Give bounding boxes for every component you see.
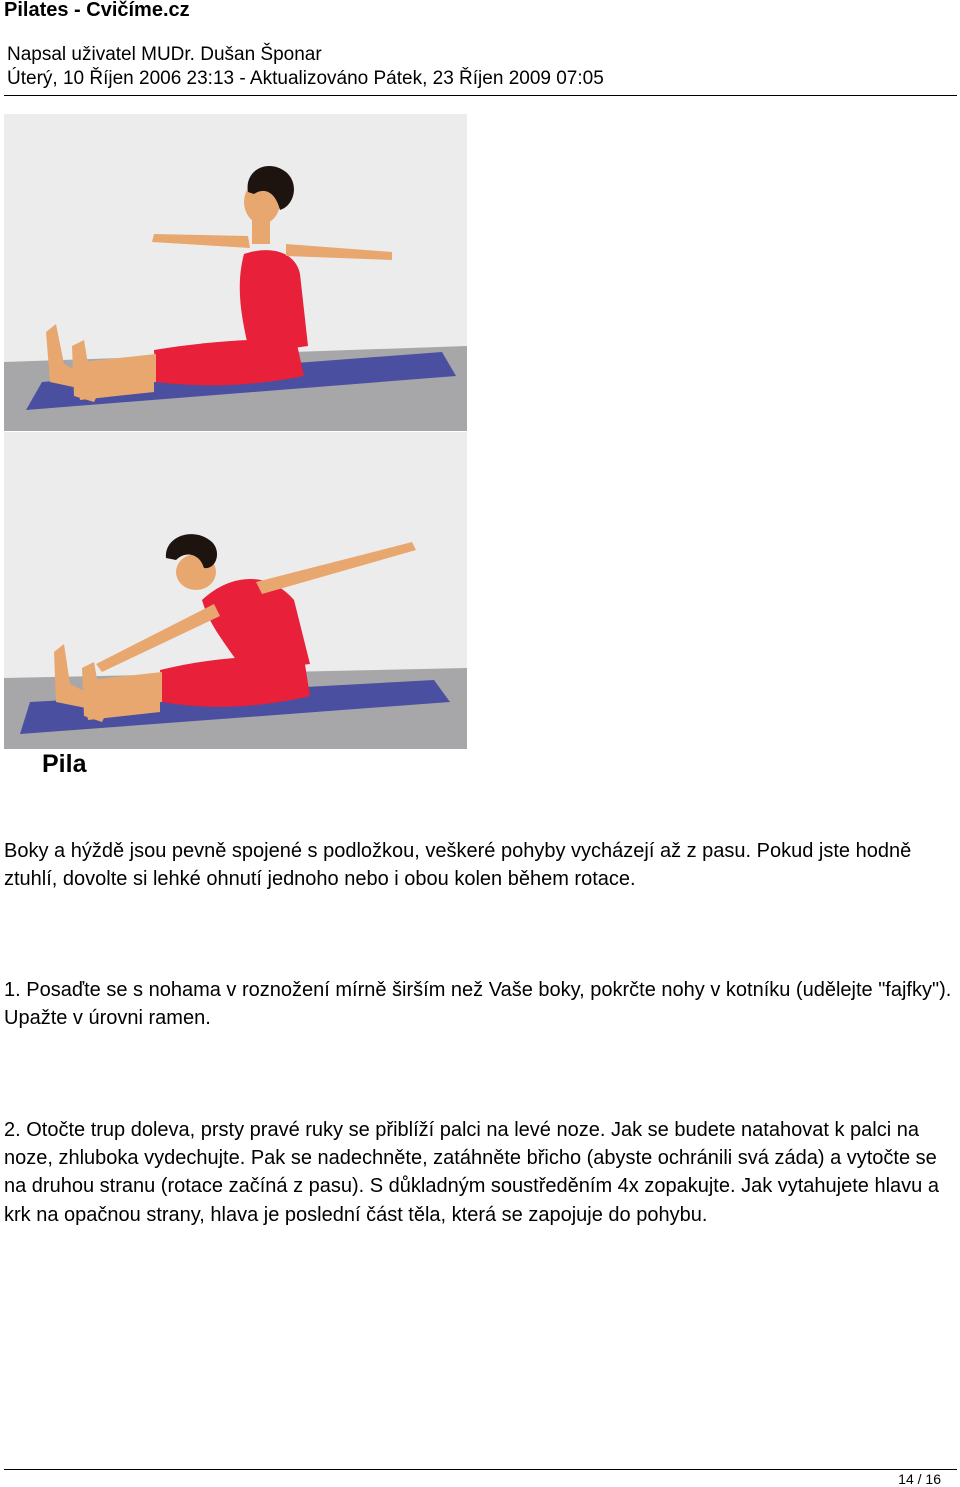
step-1-paragraph: 1. Posaďte se s nohama v roznožení mírně širším než Vaše boky, pokrčte nohy v kotníku (udělejte "fajfky"). Upažte v úrovni ramen. bbox=[4, 979, 952, 1030]
page-number: 14 / 16 bbox=[898, 1471, 941, 1487]
intro-paragraph: Boky a hýždě jsou pevně spojené s podložkou, veškeré pohyby vycházejí až z pasu. Pokud jste hodně ztuhlí, dovolte si lehké ohnutí jednoho nebo i obou kolen během rotace. bbox=[4, 840, 912, 891]
article-title: Pila bbox=[42, 750, 87, 778]
exercise-image-start-position bbox=[4, 114, 467, 431]
header-divider bbox=[4, 95, 957, 96]
footer-divider bbox=[4, 1469, 957, 1470]
illustration-seated-twist bbox=[4, 432, 467, 749]
author-line: Napsal uživatel MUDr. Dušan Šponar bbox=[7, 44, 322, 65]
date-line: Úterý, 10 Říjen 2006 23:13 - Aktualizováno Pátek, 23 Říjen 2009 07:05 bbox=[7, 68, 604, 89]
exercise-image-twist-position bbox=[4, 432, 467, 749]
illustration-seated-arms-out bbox=[4, 114, 467, 431]
step-2-paragraph: 2. Otočte trup doleva, prsty pravé ruky se přiblíží palci na levé noze. Jak se budete natahovat k palci na noze, zhluboka vydechujte. Pak se nadechněte, zatáhněte břicho (abyste ochránili svá záda) a vytočte se na druhou stranu (rotace začíná z pasu). S důkladným soustředěním 4x zopakujte. Jak vytahujete hlavu a krk na opačnou strany, hlava je poslední část těla, která se zapojuje do pohybu. bbox=[4, 1119, 939, 1226]
site-title: Pilates - Cvičíme.cz bbox=[4, 0, 190, 21]
